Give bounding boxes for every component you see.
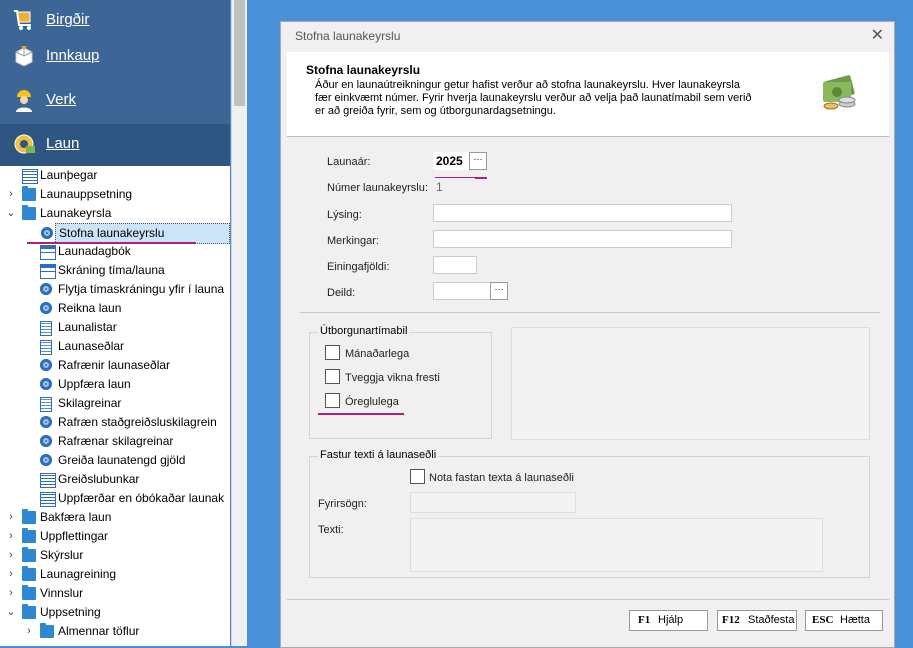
confirm-key: F12	[722, 614, 740, 626]
department-label: Deild:	[327, 287, 356, 299]
gear-icon	[40, 302, 52, 314]
module-verk[interactable]	[0, 80, 230, 122]
tree-item-label: Uppfæra laun	[58, 377, 131, 391]
cancel-label: Hætta	[840, 614, 870, 626]
highlight-underline	[27, 242, 196, 244]
box-icon	[12, 44, 36, 68]
module-label: Laun	[46, 135, 80, 152]
payout-period-title: Útborgunartímabil	[320, 325, 408, 337]
irregular-label: Óreglulega	[345, 396, 399, 408]
expand-toggle-icon[interactable]: ›	[9, 188, 13, 200]
fixed-text-title: Fastur texti á launaseðli	[320, 449, 437, 461]
tree-item-label: Almennar töflur	[58, 624, 140, 638]
confirm-label: Staðfesta	[748, 614, 795, 626]
year-value: 2025	[436, 154, 463, 168]
highlight-underline	[318, 413, 404, 415]
monthly-checkbox[interactable]	[325, 345, 340, 360]
expand-toggle-icon[interactable]: ›	[9, 530, 13, 542]
tree-item-label: Vinnslur	[40, 586, 84, 600]
run-number-label: Númer launakeyrslu:	[327, 182, 428, 194]
tree-item-label: Reikna laun	[58, 301, 122, 315]
tree-item-label: Launakeyrsla	[40, 206, 112, 220]
gear-icon	[40, 283, 52, 295]
irregular-checkbox[interactable]	[325, 393, 340, 408]
tree-item-label: Uppsetning	[40, 605, 101, 619]
gear-icon	[40, 378, 52, 390]
folder-icon	[22, 530, 36, 543]
run-number-value: 1	[436, 180, 443, 194]
tree-item-label: Greiða launatengd gjöld	[58, 453, 186, 467]
marking-input[interactable]	[433, 230, 732, 248]
cancel-key: ESC	[812, 614, 834, 626]
cancel-button[interactable]	[805, 610, 883, 631]
doc-icon	[40, 397, 52, 412]
monthly-label: Mánaðarlega	[345, 348, 410, 360]
expand-toggle-icon[interactable]: ›	[9, 587, 13, 599]
use-fixed-text-checkbox[interactable]	[410, 469, 425, 484]
tree-item-label: Uppfærðar en óbókaðar launak	[58, 491, 225, 505]
expand-toggle-icon[interactable]: ›	[27, 625, 31, 637]
vertical-scrollbar[interactable]	[231, 0, 247, 646]
gear-icon	[41, 227, 53, 239]
footer-divider	[287, 599, 889, 600]
folder-icon	[22, 568, 36, 581]
fixed-text-area[interactable]	[410, 518, 823, 572]
module-bar	[0, 0, 230, 166]
year-label: Launaár:	[327, 156, 371, 168]
help-label: Hjálp	[658, 614, 684, 626]
tree-item-label: Rafrænar skilagreinar	[58, 434, 174, 448]
tree-item-label: Launaseðlar	[58, 339, 125, 353]
gear-icon	[40, 416, 52, 428]
expand-toggle-icon[interactable]: ⌄	[6, 207, 16, 219]
expand-toggle-icon[interactable]: ⌄	[6, 606, 16, 618]
help-key: F1	[638, 614, 651, 626]
close-button[interactable]: ✕	[870, 27, 884, 44]
expand-toggle-icon[interactable]: ›	[9, 511, 13, 523]
heading-label: Fyrirsögn:	[318, 498, 367, 510]
dialog-title: Stofna launakeyrslu	[295, 29, 401, 43]
tree-item-label: Launagreining	[40, 567, 117, 581]
doc-icon	[40, 340, 52, 355]
navigation-panel	[0, 0, 230, 646]
money-stack-icon	[819, 70, 859, 112]
expand-toggle-icon[interactable]: ›	[9, 568, 13, 580]
tree-item[interactable]	[55, 223, 230, 244]
gear-icon	[40, 435, 52, 447]
description-label: Lýsing:	[327, 209, 362, 221]
tree-item-label: Skilagreinar	[58, 396, 122, 410]
biweekly-label: Tveggja vikna fresti	[345, 372, 440, 384]
divider	[300, 312, 880, 313]
tree-item-label: Bakfæra laun	[40, 510, 112, 524]
unit-factor-input[interactable]	[433, 256, 477, 274]
unit-factor-label: Einingafjöldi:	[327, 261, 390, 273]
folder-icon	[22, 606, 36, 619]
tree-item-label: Skráning tíma/launa	[58, 263, 165, 277]
department-picker-button[interactable]: ···	[490, 282, 508, 300]
module-laun[interactable]	[0, 124, 230, 166]
tree-item-label: Rafrænir launaseðlar	[58, 358, 171, 372]
module-label: Innkaup	[46, 47, 100, 64]
header-description: Áður en launaútreikningur getur hafist verður að stofna launakeyrslu. Hver launakeyrsla fær einkvæmt númer. Fyrir hverja launakeyrslu verður að velja það launatímabil sem verið er að greiða fyrir, sem og útborgunardagsetningu.	[315, 79, 752, 117]
use-fixed-text-label: Nota fastan texta á launaseðli	[429, 472, 574, 484]
tree-item-label: Launadagbók	[58, 244, 131, 258]
tree-item-label: Launauppsetning	[40, 187, 133, 201]
cart-icon	[12, 8, 36, 32]
year-picker-button[interactable]: ···	[469, 152, 487, 170]
tree-item-label: Rafræn staðgreiðsluskilagrein	[58, 415, 217, 429]
tree-item-label: Launalistar	[58, 320, 117, 334]
money-gear-icon	[12, 132, 36, 156]
marking-label: Merkingar:	[327, 235, 379, 247]
module-innkaup[interactable]	[0, 36, 230, 78]
text-label: Texti:	[318, 524, 344, 536]
biweekly-checkbox[interactable]	[325, 369, 340, 384]
grid-icon	[40, 473, 56, 488]
confirm-button[interactable]	[717, 610, 797, 631]
create-payroll-run-dialog	[280, 21, 895, 648]
tree-item-label: Stofna launakeyrslu	[59, 226, 165, 240]
tree-item-label: Greiðslubunkar	[58, 472, 140, 486]
folder-icon	[22, 207, 36, 220]
run-number-field	[433, 178, 475, 196]
tree-item-label: Skýrslur	[40, 548, 84, 562]
department-input[interactable]	[433, 282, 491, 300]
heading-input[interactable]	[410, 492, 576, 513]
dialog-header	[287, 52, 889, 137]
description-input[interactable]	[433, 204, 732, 222]
folder-icon	[22, 549, 36, 562]
tree-item-label: Flytja tímaskráningu yfir í launa	[58, 282, 225, 296]
period-detail-panel	[511, 327, 870, 440]
grid-icon	[22, 169, 38, 184]
doc-icon	[40, 321, 52, 336]
gear-icon	[40, 359, 52, 371]
expand-toggle-icon[interactable]: ›	[9, 549, 13, 561]
folder-icon	[40, 625, 54, 638]
folder-icon	[22, 511, 36, 524]
scrollbar-thumb[interactable]	[234, 0, 245, 106]
module-label: Birgðir	[46, 11, 90, 28]
tree-item-label: Uppflettingar	[40, 529, 109, 543]
folder-icon	[22, 188, 36, 201]
gear-icon	[40, 454, 52, 466]
tree-item-label: Launþegar	[40, 168, 98, 182]
worker-icon	[12, 88, 36, 112]
form-icon	[40, 245, 56, 260]
grid-icon	[40, 492, 56, 507]
help-button[interactable]	[629, 610, 708, 631]
folder-icon	[22, 587, 36, 600]
header-title: Stofna launakeyrslu	[306, 63, 421, 77]
module-label: Verk	[46, 91, 77, 108]
form-icon	[40, 264, 56, 279]
